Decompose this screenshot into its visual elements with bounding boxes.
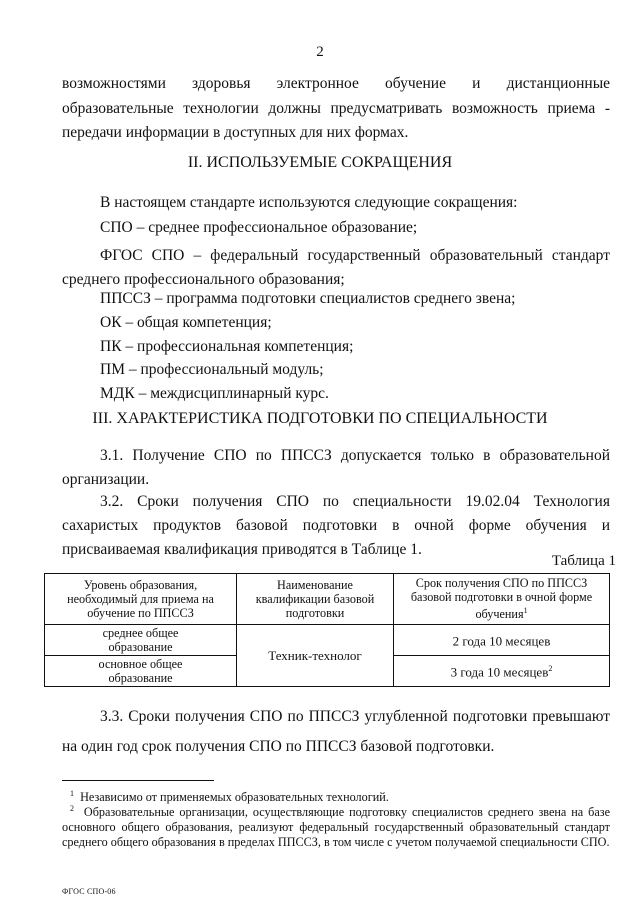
footnote-ref: 1 (523, 606, 528, 616)
paragraph-3-2: 3.2. Сроки получения СПО по специальности 19.02.04 Технология сахаристых продуктов базовой подготовки в очной форме обучения и присваиваемая квалификация приводятся в Таблице 1. (62, 493, 610, 558)
paragraph-3-1: 3.1. Получение СПО по ППССЗ допускается только в образовательной организации. (62, 447, 610, 488)
duration-cell: 2 года 10 месяцев (394, 625, 610, 656)
footnote-ref: 2 (548, 664, 553, 674)
qualification-table (44, 573, 610, 687)
abbreviation-item: ПМ – профессиональный модуль; (100, 361, 324, 378)
table-caption: Таблица 1 (551, 553, 616, 569)
page-number: 2 (316, 44, 324, 60)
footnote-2: $^2$ Образовательные организации, осуществляющие подготовку специалистов среднего звена на базе основного общего образования, реализуют федеральный государственный образовательный стандарт среднего общего образования в пределах ППССЗ, в том числе с учетом получаемой специальности СПО. (62, 804, 611, 850)
abbreviations-intro: В настоящем стандарте используются следующие сокращения: (100, 194, 518, 211)
abbreviation-item: ПК – профессиональная компетенция; (100, 338, 354, 355)
abbreviation-item: ППССЗ – программа подготовки специалистов среднего звена; (100, 290, 516, 307)
section-3-heading: III. ХАРАКТЕРИСТИКА ПОДГОТОВКИ ПО СПЕЦИАЛЬНОСТИ (92, 410, 548, 427)
table-row (45, 625, 610, 656)
education-level-cell: основное общее образование (45, 656, 237, 687)
education-level-cell: среднее общее образование (45, 625, 237, 656)
abbreviation-item: СПО – среднее профессиональное образование; (100, 219, 418, 236)
header-education-level: Уровень образования, необходимый для приема на обучение по ППССЗ (45, 574, 237, 625)
abbreviation-item: МДК – междисциплинарный курс. (100, 385, 329, 402)
header-qualification: Наименование квалификации базовой подготовки (237, 574, 394, 625)
section-2-heading: II. ИСПОЛЬЗУЕМЫЕ СОКРАЩЕНИЯ (187, 154, 453, 171)
table-header-row (45, 574, 610, 625)
abbreviation-item: ОК – общая компетенция; (100, 314, 272, 331)
footnote-1: $^1$ Независимо от применяемых образовательных технологий. (70, 789, 389, 805)
intro-paragraph: возможностями здоровья электронное обучение и дистанционные образовательные технологии должны предусматривать возможность приема - передачи информации в доступных для них формах. (62, 75, 610, 141)
abbreviation-item: ФГОС СПО – федеральный государственный образовательный стандарт среднего профессионального образования; (62, 247, 610, 288)
header-duration: Срок получения СПО по ППССЗ базовой подготовки в очной форме обучения$^1$ (394, 574, 610, 625)
qualification-cell: Техник-технолог (237, 625, 394, 687)
duration-cell: 3 года 10 месяцев$^2$ (394, 656, 610, 687)
paragraph-3-3: 3.3. Сроки получения СПО по ППССЗ углубленной подготовки превышают на один год срок получения СПО по ППССЗ базовой подготовки. (62, 708, 610, 755)
footnote-separator (62, 780, 214, 781)
page-footer: ФГОС СПО-06 (62, 887, 116, 896)
